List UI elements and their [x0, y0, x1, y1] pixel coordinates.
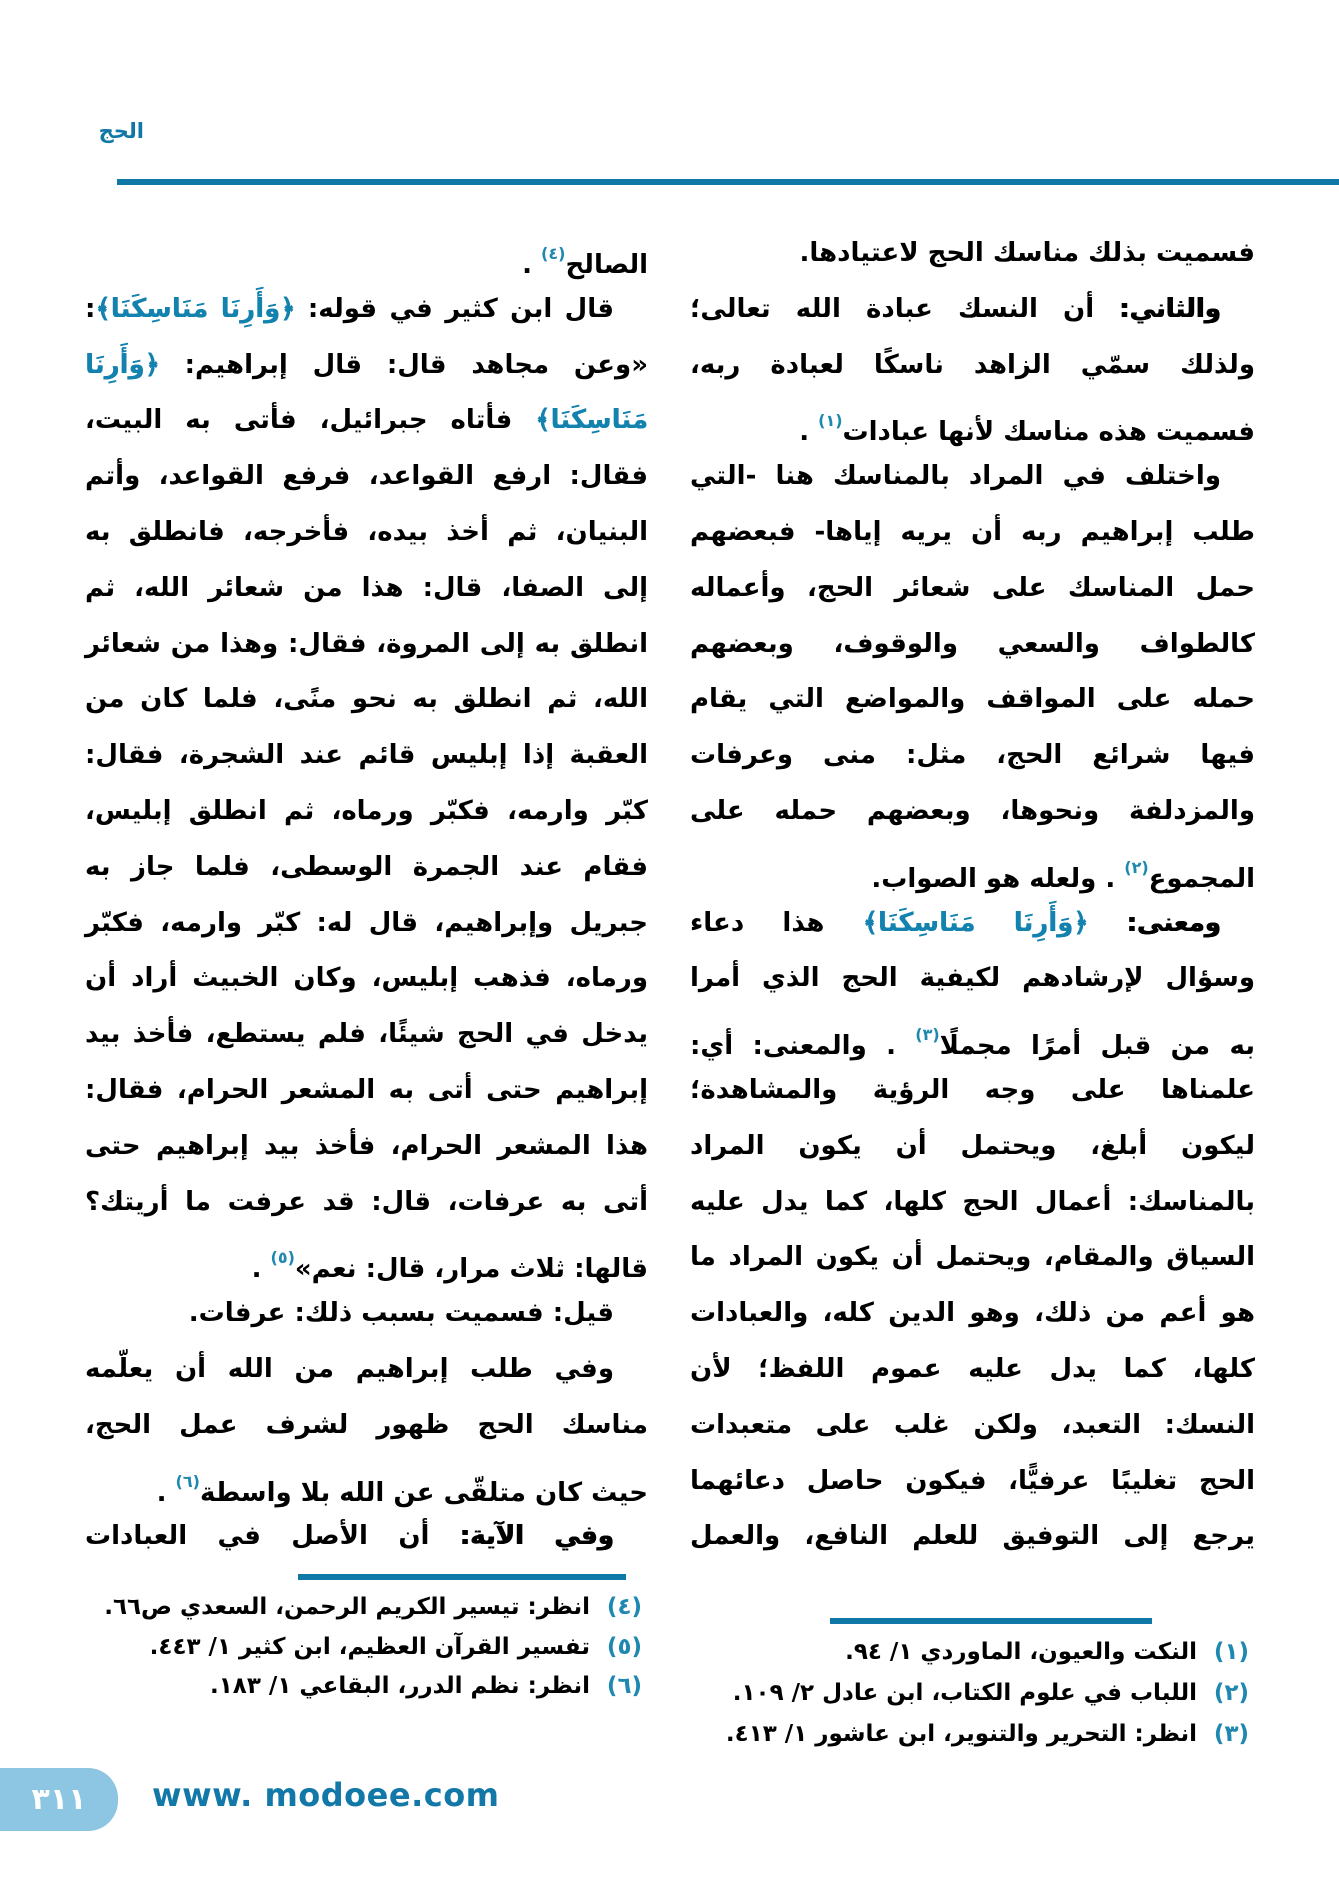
- body-text: :: [85, 293, 96, 324]
- body-text: أتى به عرفات، قال: قد عرفت ما أريتك؟: [85, 1186, 648, 1217]
- body-text: أن الأصل في العبادات: [85, 1521, 430, 1552]
- text-line: [85, 1007, 648, 1063]
- text-line: [85, 505, 648, 561]
- footnote-ref: (٣): [915, 1025, 940, 1045]
- text-line: [85, 226, 648, 282]
- text-line: [690, 728, 1255, 784]
- quran-quote: ﴿وَأَرِنَا: [85, 349, 160, 380]
- text-line: [85, 1342, 648, 1398]
- text-line: [85, 1230, 648, 1286]
- text-line: [85, 1286, 648, 1342]
- body-text: وفي طلب إبراهيم من الله أن يعلّمه: [85, 1353, 614, 1384]
- body-text: . ولعله هو الصواب.: [871, 863, 1125, 894]
- body-text: قال ابن كثير في قوله:: [295, 293, 615, 324]
- main-column-left: [85, 226, 648, 1565]
- text-line: [690, 1398, 1255, 1454]
- text-line: [85, 449, 648, 505]
- body-text: الصالح: [565, 250, 648, 280]
- text-line: [690, 226, 1255, 282]
- footnotes-right: [690, 1632, 1255, 1755]
- body-text: .: [522, 250, 542, 280]
- text-line: [85, 672, 648, 728]
- body-text: حمل المناسك على شعائر الحج، وأعماله: [690, 572, 1255, 603]
- body-text: كالطواف والسعي والوقوف، وبعضهم: [690, 628, 1255, 659]
- text-line: [690, 951, 1255, 1007]
- body-text: ولذلك سمّي الزاهد ناسكًا لعبادة ربه،: [690, 349, 1255, 380]
- text-line: [690, 1342, 1255, 1398]
- footnote-ref: (٤): [541, 244, 566, 263]
- footnote-number: (٢): [1213, 1680, 1249, 1706]
- text-line: [690, 617, 1255, 673]
- body-text: والمزدلفة ونحوها، وبعضهم حمله على: [690, 795, 1255, 826]
- body-text: قالها: ثلاث مرار، قال: نعم»: [294, 1254, 648, 1285]
- body-text: هذا دعاء: [690, 907, 863, 938]
- footnote-ref: (١): [818, 411, 843, 431]
- footnote-number: (١): [1213, 1639, 1249, 1665]
- footnote-number: (٣): [1213, 1721, 1249, 1747]
- body-text: الله، ثم انطلق به نحو منًى، فلما كان من: [85, 684, 648, 715]
- text-line: [690, 840, 1255, 896]
- text-line: [85, 1398, 648, 1454]
- text-line: [690, 393, 1255, 449]
- body-text: واختلف في المراد بالمناسك هنا -التي: [690, 461, 1221, 492]
- body-text: يرجع إلى التوفيق للعلم النافع، والعمل: [690, 1521, 1255, 1552]
- body-text: ليكون أبلغ، ويحتمل أن يكون المراد: [690, 1130, 1255, 1161]
- text-line: [690, 1063, 1255, 1119]
- footnote-text: انظر: التحرير والتنوير، ابن عاشور ١/ ٤١٣.: [725, 1721, 1197, 1747]
- quran-quote: ﴿وَأَرِنَا مَنَاسِكَنَا﴾: [95, 293, 296, 324]
- text-line: [85, 784, 648, 840]
- footnote-ref: (٦): [175, 1471, 200, 1491]
- body-text: إلى الصفا، قال: هذا من شعائر الله، ثم: [85, 572, 648, 603]
- body-text: هذا المشعر الحرام، فأخذ بيد إبراهيم حتى: [85, 1130, 648, 1161]
- text-line: [690, 282, 1255, 338]
- body-text: فقال: ارفع القواعد، فرفع القواعد، وأتم: [85, 461, 648, 492]
- text-line: [85, 1175, 648, 1231]
- body-text: أن النسك عبادة الله تعالى؛: [690, 293, 1095, 324]
- header-rule: [117, 179, 1339, 185]
- hajj-section-mark: الحج: [98, 119, 144, 143]
- body-text: هو أعم من ذلك، وهو الدين كله، والعبادات: [690, 1298, 1255, 1329]
- body-text: إبراهيم حتى أتى به المشعر الحرام، فقال:: [85, 1074, 648, 1105]
- body-text: جبريل وإبراهيم، قال له: كبّر وارمه، فكبّر: [85, 907, 648, 938]
- body-text: علمناها على وجه الرؤية والمشاهدة؛: [690, 1074, 1255, 1105]
- body-text: كلها، كما يدل عليه عموم اللفظ؛ لأن: [690, 1353, 1255, 1384]
- body-text: طلب إبراهيم ربه أن يريه إياها- فبعضهم: [690, 516, 1255, 547]
- footnotes-left: [85, 1588, 648, 1707]
- body-text: به من قبل أمرًا مجملًا: [939, 1031, 1255, 1062]
- text-line: [690, 1454, 1255, 1510]
- body-text: البنيان، ثم أخذ بيده، فأخرجه، فانطلق به: [85, 516, 648, 547]
- text-line: [690, 505, 1255, 561]
- text-line: [690, 672, 1255, 728]
- body-text: ورماه، فذهب إبليس، وكان الخبيث أراد أن: [85, 963, 648, 994]
- footnote: [85, 1588, 648, 1628]
- page-number: ٣١١: [31, 1782, 87, 1817]
- footnote: [690, 1714, 1255, 1755]
- text-line: [85, 951, 648, 1007]
- text-line: [690, 784, 1255, 840]
- body-text: «وعن مجاهد قال: قال إبراهيم:: [159, 349, 648, 380]
- body-text: العقبة إذا إبليس قائم عند الشجرة، فقال:: [85, 740, 648, 771]
- body-text: انطلق به إلى المروة، فقال: وهذا من شعائر: [85, 628, 648, 659]
- footnote-text: النكت والعيون، الماوردي ١/ ٩٤.: [845, 1639, 1197, 1665]
- body-text: حيث كان متلقّى عن الله بلا واسطة: [199, 1477, 648, 1508]
- footnote-number: (٥): [606, 1633, 642, 1660]
- footnote: [690, 1673, 1255, 1714]
- text-line: [690, 1509, 1255, 1565]
- footnote-text: انظر: نظم الدرر، البقاعي ١/ ١٨٣.: [210, 1673, 590, 1699]
- footnote: [85, 1667, 648, 1707]
- text-line: [85, 840, 648, 896]
- body-text: .: [156, 1477, 176, 1508]
- main-column-right: [690, 226, 1255, 1565]
- quran-quote: ﴿وَأَرِنَا مَنَاسِكَنَا﴾: [862, 907, 1089, 938]
- body-text: حمله على المواقف والمواضع التي يقام: [690, 684, 1255, 715]
- body-text: الحج تغليبًا عرفيًّا، فيكون حاصل دعائهما: [690, 1465, 1255, 1496]
- text-line: [85, 728, 648, 784]
- text-line: [690, 1007, 1255, 1063]
- body-text: فسميت هذه مناسك لأنها عبادات: [842, 417, 1255, 448]
- text-line: [690, 1286, 1255, 1342]
- body-text: وسؤال لإرشادهم لكيفية الحج الذي أمرا: [690, 963, 1255, 994]
- footnote-text: اللباب في علوم الكتاب، ابن عادل ٢/ ١٠٩.: [732, 1680, 1197, 1706]
- quran-quote: مَنَاسِكَنَا﴾: [535, 405, 648, 436]
- footnote: [85, 1628, 648, 1668]
- body-text: مناسك الحج ظهور لشرف عمل الحج،: [85, 1409, 648, 1440]
- text-line: [690, 1119, 1255, 1175]
- body-text: ومعنى:: [1088, 907, 1221, 938]
- text-line: [85, 1509, 648, 1565]
- body-text: كبّر وارمه، فكبّر ورماه، ثم انطلق إبليس،: [85, 795, 648, 826]
- body-text: النسك: التعبد، ولكن غلب على متعبدات: [690, 1409, 1255, 1440]
- text-line: [85, 338, 648, 394]
- page-number-badge: [0, 1768, 118, 1831]
- text-line: [85, 393, 648, 449]
- footnote-separator-right: [830, 1618, 1152, 1624]
- body-text: فقام عند الجمرة الوسطى، فلما جاز به: [85, 851, 648, 882]
- body-text: فيها شرائع الحج، مثل: منى وعرفات: [690, 740, 1255, 771]
- body-text: . والمعنى: أي:: [690, 1031, 916, 1062]
- footnote: [690, 1632, 1255, 1673]
- footnote-number: (٤): [606, 1594, 642, 1620]
- footnote-text: تفسير القرآن العظيم، ابن كثير ١/ ٤٤٣.: [149, 1633, 590, 1660]
- footnote-separator-left: [298, 1574, 626, 1580]
- text-line: [85, 1063, 648, 1119]
- footnote-text: انظر: تيسير الكريم الرحمن، السعدي ص٦٦.: [104, 1594, 590, 1620]
- body-text: فسميت بذلك مناسك الحج لاعتيادها.: [799, 238, 1255, 268]
- body-text: قيل: فسميت بسبب ذلك: عرفات.: [188, 1298, 614, 1329]
- text-line: [690, 1230, 1255, 1286]
- body-text: .: [799, 417, 819, 448]
- body-text: يدخل في الحج شيئًا، فلم يستطع، فأخذ بيد: [85, 1019, 648, 1050]
- text-line: [85, 1119, 648, 1175]
- text-line: [690, 896, 1255, 952]
- body-text: والثاني:: [1094, 293, 1221, 324]
- footnote-ref: (٢): [1124, 857, 1149, 877]
- body-text: وفي الآية:: [429, 1521, 614, 1552]
- website-text: www. modoee.com: [152, 1776, 500, 1814]
- text-line: [690, 561, 1255, 617]
- footnote-ref: (٥): [270, 1248, 295, 1268]
- text-line: [85, 617, 648, 673]
- body-text: فأتاه جبرائيل، فأتى به البيت،: [85, 405, 536, 436]
- text-line: [690, 338, 1255, 394]
- text-line: [85, 561, 648, 617]
- text-line: [85, 896, 648, 952]
- body-text: .: [251, 1254, 271, 1285]
- body-text: بالمناسك: أعمال الحج كلها، كما يدل عليه: [690, 1186, 1255, 1217]
- body-text: المجموع: [1148, 863, 1255, 894]
- text-line: [85, 282, 648, 338]
- text-line: [690, 1175, 1255, 1231]
- text-line: [690, 449, 1255, 505]
- footnote-number: (٦): [606, 1673, 642, 1699]
- text-line: [85, 1454, 648, 1510]
- body-text: السياق والمقام، ويحتمل أن يكون المراد ما: [690, 1242, 1255, 1273]
